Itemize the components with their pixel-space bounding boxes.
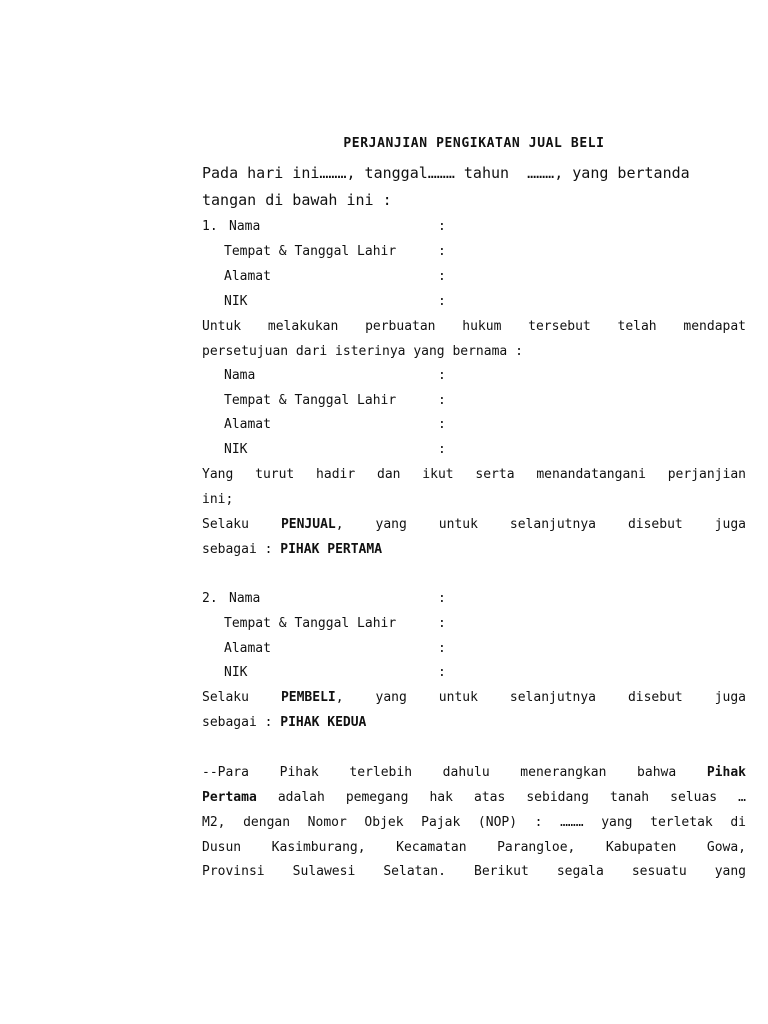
spouse-alamat-colon: :: [438, 417, 446, 432]
para-line-4: Dusun Kasimburang, Kecamatan Parangloe, Kabupaten Gowa,: [202, 840, 746, 855]
party2-nama-colon: :: [438, 591, 446, 606]
spouse-nama-colon: :: [438, 368, 446, 383]
seller-role: PENJUAL: [280, 517, 336, 532]
present-line-1: Yang turut hadir dan ikut serta menandatangani perjanjian: [202, 467, 746, 482]
spouse-nik-colon: :: [438, 442, 446, 457]
spouse-intro-line-1: Untuk melakukan perbuatan hukum tersebut telah mendapat: [202, 319, 746, 334]
party2-number: 2.: [202, 591, 218, 606]
buyer-as-line: [202, 714, 746, 732]
party2-ttl-colon: :: [438, 616, 446, 631]
party1-alamat-label: Alamat: [224, 269, 271, 284]
party2-nama-label: Nama: [229, 591, 261, 606]
para-line-5: Provinsi Sulawesi Selatan. Berikut segala sesuatu yang: [202, 864, 746, 879]
spouse-ttl-label: Tempat & Tanggal Lahir: [224, 393, 397, 408]
party2-ttl-label: Tempat & Tanggal Lahir: [224, 616, 397, 631]
para-l2-bold: Pertama: [202, 790, 257, 805]
buyer-role: PEMBELI: [280, 690, 336, 705]
spouse-alamat-label: Alamat: [224, 417, 271, 432]
party1-alamat-colon: :: [438, 269, 446, 284]
buyer-rest: , yang untuk selanjutnya disebut juga: [335, 690, 746, 705]
para-l1-text: --Para Pihak terlebih dahulu menerangkan bahwa: [202, 765, 707, 780]
para-l1-bold: Pihak: [706, 765, 746, 780]
document-title: PERJANJIAN PENGIKATAN JUAL BELI: [343, 136, 605, 151]
para-line-2: [202, 789, 746, 807]
seller-prefix: Selaku: [202, 517, 281, 532]
seller-party-name: PIHAK PERTAMA: [280, 542, 383, 557]
para-line-3: M2, dengan Nomor Objek Pajak (NOP) : ……… yang terletak di: [202, 815, 746, 830]
party1-ttl-colon: :: [438, 244, 446, 259]
party1-ttl-label: Tempat & Tanggal Lahir: [224, 244, 397, 259]
present-line-2: ini;: [202, 492, 234, 507]
seller-as-line: [202, 541, 746, 559]
party2-alamat-label: Alamat: [224, 641, 271, 656]
party1-nama-colon: :: [438, 219, 446, 234]
seller-rest: , yang untuk selanjutnya disebut juga: [335, 517, 746, 532]
spouse-nik-label: NIK: [224, 442, 248, 457]
intro-line-1: Pada hari ini………, tanggal……… tahun ………, yang bertanda: [202, 164, 690, 182]
intro-line-2: tangan di bawah ini :: [202, 191, 392, 209]
buyer-prefix: Selaku: [202, 690, 281, 705]
party1-nama-label: Nama: [229, 219, 261, 234]
seller-role-line: [202, 516, 746, 534]
party1-nik-label: NIK: [224, 294, 248, 309]
party2-alamat-colon: :: [438, 641, 446, 656]
buyer-party-name: PIHAK KEDUA: [280, 715, 367, 730]
party1-number: 1.: [202, 219, 218, 234]
party2-nik-label: NIK: [224, 665, 248, 680]
party1-nik-colon: :: [438, 294, 446, 309]
spouse-ttl-colon: :: [438, 393, 446, 408]
party2-nik-colon: :: [438, 665, 446, 680]
seller-as-prefix: sebagai :: [202, 542, 281, 557]
para-l2-text: adalah pemegang hak atas sebidang tanah seluas …: [256, 790, 746, 805]
spouse-intro-line-2: persetujuan dari isterinya yang bernama :: [202, 344, 523, 359]
buyer-as-prefix: sebagai :: [202, 715, 281, 730]
para-line-1: [202, 764, 746, 782]
buyer-role-line: [202, 689, 746, 707]
spouse-nama-label: Nama: [224, 368, 256, 383]
